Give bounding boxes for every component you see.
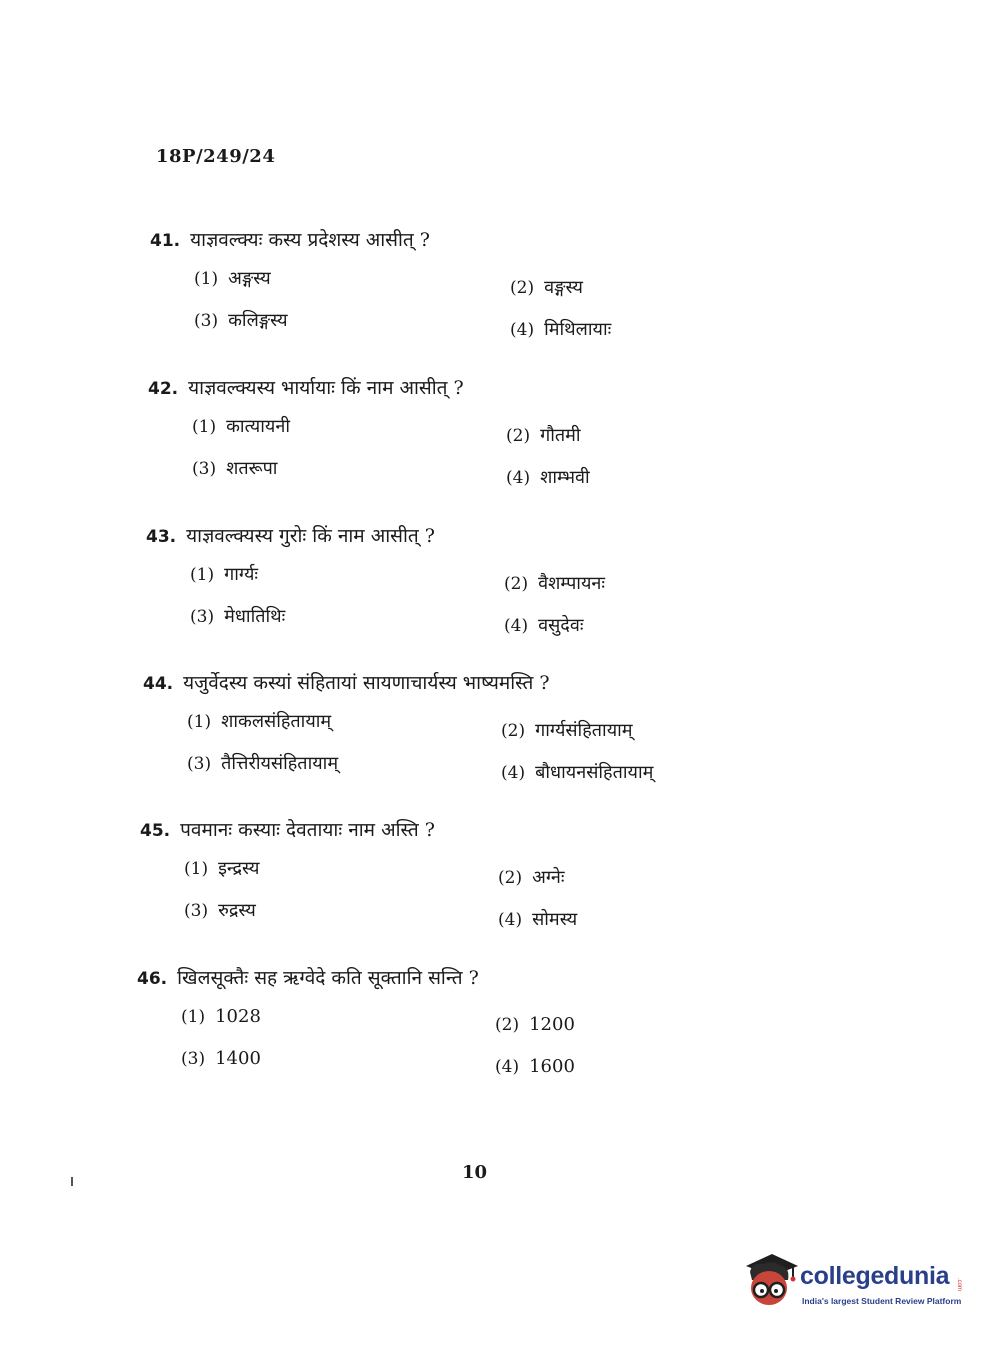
option-text: मेधातिथिः: [224, 606, 286, 627]
option-text: शतरूपा: [226, 458, 278, 479]
option-number: (1): [192, 417, 217, 437]
option-number: (4): [506, 468, 531, 488]
option-number: (2): [495, 1015, 520, 1035]
option-4: [506, 465, 590, 489]
question-text: पवमानः कस्याः देवतायाः नाम अस्ति ?: [180, 819, 435, 841]
option-text: शाम्भवी: [540, 467, 590, 488]
scan-mark: [71, 1177, 73, 1186]
option-2: [495, 1014, 575, 1035]
question-number: 42.: [148, 379, 179, 399]
option-1: [194, 266, 271, 290]
question-number: 46.: [137, 969, 168, 989]
option-4: [501, 760, 653, 784]
option-4: [498, 907, 577, 931]
question-stem: [146, 522, 435, 548]
question-42: [148, 374, 848, 504]
option-1: [181, 1006, 261, 1027]
option-text: गार्ग्यसंहितायाम्: [535, 720, 633, 741]
option-text: वसुदेवः: [538, 615, 584, 636]
option-text: तैत्तिरीयसंहितायाम्: [221, 753, 339, 774]
brand-tagline: India's largest Student Review Platform: [802, 1296, 962, 1306]
option-number: (1): [187, 712, 212, 732]
option-text: शाकलसंहितायाम्: [221, 711, 332, 732]
brand-name: collegedunia: [800, 1262, 950, 1290]
option-4: [504, 613, 583, 637]
option-number: (4): [498, 910, 523, 930]
option-text: सोमस्य: [532, 909, 578, 930]
option-text: इन्द्रस्य: [218, 858, 260, 879]
option-text: अग्नेः: [532, 867, 565, 888]
option-number: (2): [498, 868, 523, 888]
option-text: वैशम्पायनः: [538, 573, 606, 594]
option-number: (3): [187, 754, 212, 774]
option-text: बौधायनसंहितायाम्: [535, 762, 654, 783]
question-43: [146, 522, 846, 652]
option-text: 1400: [215, 1048, 261, 1069]
mascot-icon: [742, 1250, 802, 1312]
option-number: (3): [184, 901, 209, 921]
option-text: कात्यायनी: [226, 416, 290, 437]
option-number: (4): [501, 763, 526, 783]
option-3: [190, 604, 285, 628]
option-number: (2): [510, 278, 535, 298]
option-number: (4): [495, 1057, 520, 1077]
option-2: [498, 865, 565, 889]
option-2: [510, 275, 583, 299]
brand-suffix: .com: [956, 1278, 962, 1292]
option-number: (2): [504, 574, 529, 594]
option-text: गौतमी: [540, 425, 581, 446]
option-number: (3): [190, 607, 215, 627]
option-text: गार्ग्यः: [224, 564, 259, 585]
option-number: (1): [194, 269, 219, 289]
option-number: (2): [506, 426, 531, 446]
option-number: (2): [501, 721, 526, 741]
question-text: याज्ञवल्क्यस्य भार्यायाः किं नाम आसीत् ?: [188, 377, 464, 399]
collegedunia-watermark: [742, 1250, 972, 1312]
question-text: खिलसूक्तैः सह ऋग्वेदे कति सूक्तानि सन्ति ?: [177, 967, 479, 989]
option-number: (1): [184, 859, 209, 879]
option-1: [187, 709, 331, 733]
option-number: (1): [190, 565, 215, 585]
question-number: 41.: [150, 231, 181, 251]
question-stem: [148, 374, 464, 400]
option-text: 1200: [529, 1014, 575, 1035]
question-stem: [143, 669, 550, 695]
question-46: [137, 964, 837, 1094]
option-number: (4): [504, 616, 529, 636]
paper-code: 18P/249/24: [156, 146, 276, 167]
question-number: 43.: [146, 527, 177, 547]
option-1: [184, 856, 260, 880]
option-2: [501, 718, 633, 742]
question-number: 44.: [143, 674, 174, 694]
option-3: [181, 1048, 261, 1069]
question-text: याज्ञवल्क्यः कस्य प्रदेशस्य आसीत् ?: [190, 229, 430, 251]
option-text: मिथिलायाः: [544, 319, 612, 340]
question-41: [150, 226, 850, 356]
option-text: अङ्गस्य: [228, 268, 271, 289]
question-stem: [140, 816, 435, 842]
option-1: [192, 414, 290, 438]
question-stem: [150, 226, 430, 252]
option-text: वङ्गस्य: [544, 277, 583, 298]
option-2: [506, 423, 581, 447]
question-number: 45.: [140, 821, 171, 841]
option-number: (4): [510, 320, 535, 340]
option-text: 1600: [529, 1056, 575, 1077]
question-text: यजुर्वेदस्य कस्यां संहितायां सायणाचार्यस्य भाष्यमस्ति ?: [183, 672, 550, 694]
option-2: [504, 571, 605, 595]
option-number: (3): [192, 459, 217, 479]
option-3: [184, 898, 256, 922]
option-4: [510, 317, 611, 341]
option-3: [192, 456, 277, 480]
question-44: [143, 669, 843, 799]
option-number: (3): [194, 311, 219, 331]
option-3: [194, 308, 288, 332]
option-number: (3): [181, 1049, 206, 1069]
option-3: [187, 751, 338, 775]
question-stem: [137, 964, 479, 990]
option-number: (1): [181, 1007, 206, 1027]
page-number: 10: [462, 1162, 488, 1183]
option-text: रुद्रस्य: [218, 900, 256, 921]
question-text: याज्ञवल्क्यस्य गुरोः किं नाम आसीत् ?: [186, 525, 435, 547]
option-4: [495, 1056, 575, 1077]
option-text: 1028: [215, 1006, 261, 1027]
question-45: [140, 816, 840, 946]
option-1: [190, 562, 258, 586]
option-text: कलिङ्गस्य: [228, 310, 288, 331]
